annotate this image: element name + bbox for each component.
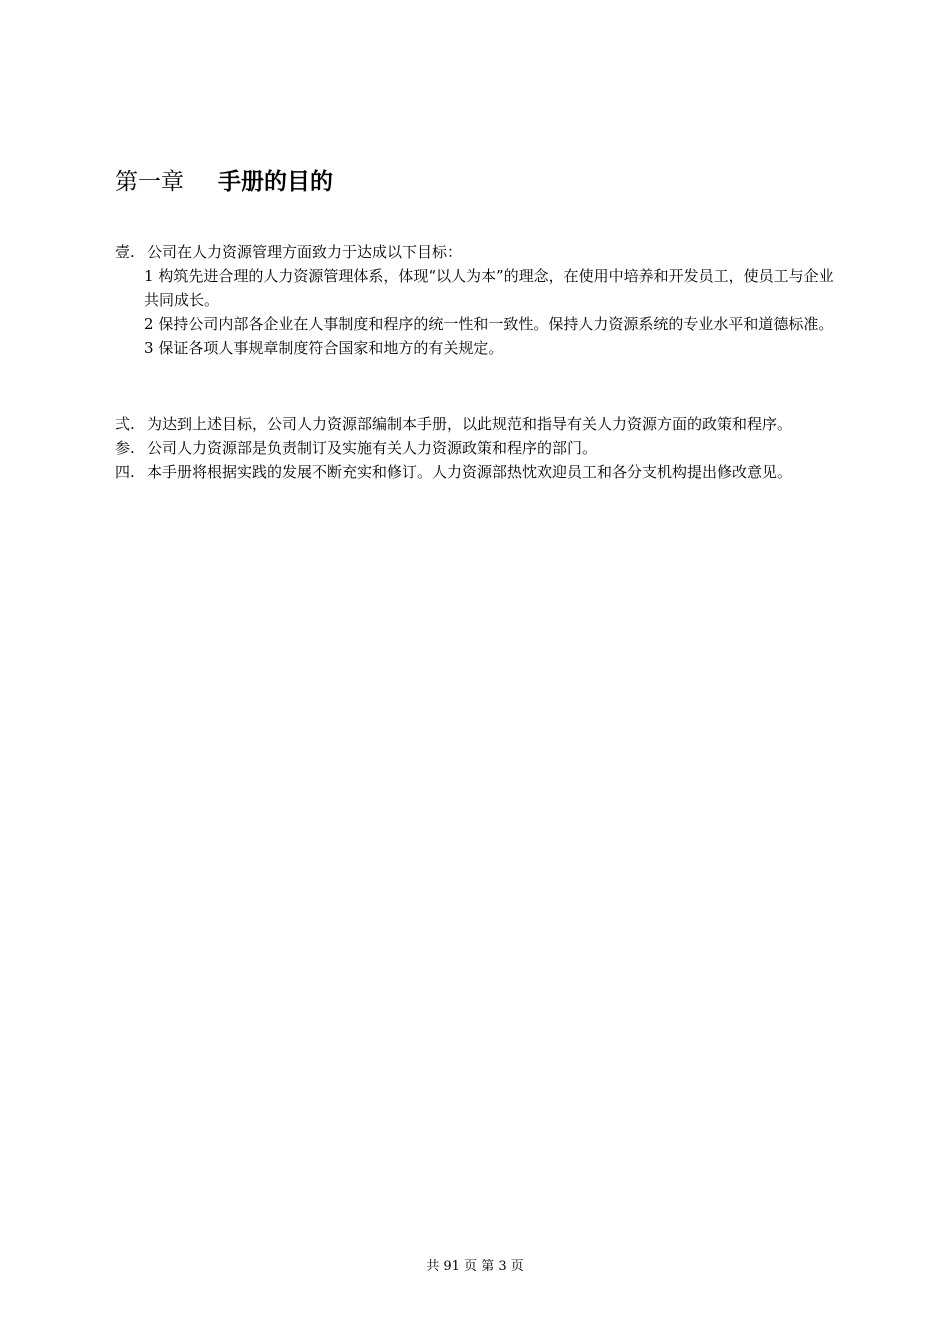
section-other <box>115 412 845 484</box>
list-item-number: 1 <box>144 267 154 285</box>
chapter-number: 第一章 <box>115 169 184 195</box>
chapter-title: 手册的目的 <box>218 169 333 195</box>
section-goals <box>115 240 845 360</box>
section-marker: 弍. <box>115 415 135 433</box>
section-text: 公司人力资源部是负责制订及实施有关人力资源政策和程序的部门。 <box>147 439 598 457</box>
list-item <box>115 312 845 336</box>
chapter-heading <box>115 166 333 198</box>
section-paragraph <box>115 436 845 460</box>
list-item-text: 保持公司内部各企业在人事制度和程序的统一性和一致性。保持人力资源系统的专业水平和道德标准。 <box>158 315 834 333</box>
section-text: 本手册将根据实践的发展不断充实和修订。人力资源部热忱欢迎员工和各分支机构提出修改意见。 <box>147 463 793 481</box>
section-text: 公司在人力资源管理方面致力于达成以下目标： <box>147 243 463 261</box>
section-marker: 参. <box>115 439 135 457</box>
list-item-text: 保证各项人事规章制度符合国家和地方的有关规定。 <box>158 339 504 357</box>
list-item <box>115 336 845 360</box>
section-paragraph <box>115 240 845 264</box>
list-item <box>115 264 845 312</box>
list-item-number: 2 <box>144 315 154 333</box>
section-text: 为达到上述目标，公司人力资源部编制本手册，以此规范和指导有关人力资源方面的政策和程序。 <box>147 415 793 433</box>
section-marker: 四. <box>115 463 135 481</box>
section-marker: 壹. <box>115 243 135 261</box>
list-item-number: 3 <box>144 339 154 357</box>
page-footer: 共 91 页 第 3 页 <box>426 1259 524 1274</box>
list-item-text: 构筑先进合理的人力资源管理体系，体现“以人为本”的理念，在使用中培养和开发员工，使员工与企业共同成长。 <box>144 267 834 309</box>
section-paragraph <box>115 412 845 436</box>
section-paragraph <box>115 460 845 484</box>
